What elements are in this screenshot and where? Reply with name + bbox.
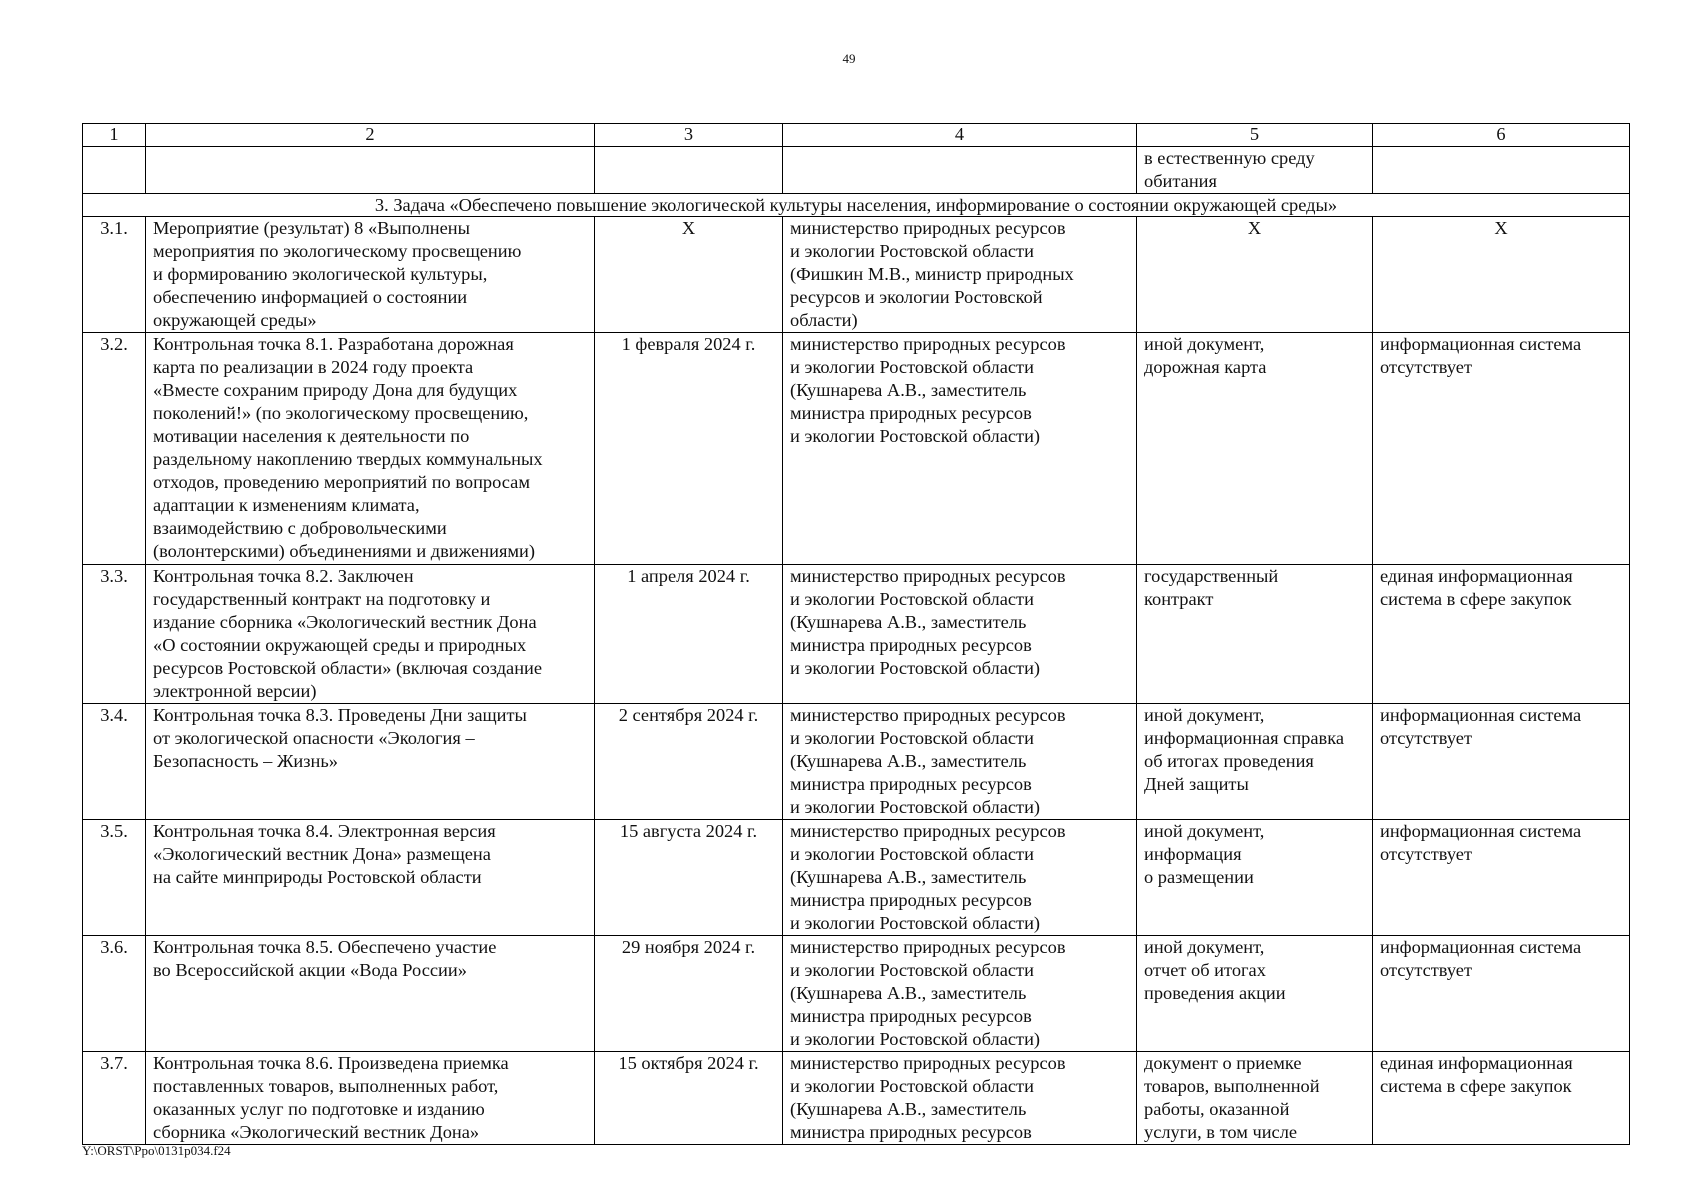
name-cell [146,147,595,194]
file-path: Y:\ORST\Ppo\0131p034.f24 [82,1143,231,1158]
date-cell: 15 октября 2024 г. [595,1052,783,1145]
date-cell: 1 февраля 2024 г. [595,333,783,565]
document-cell: иной документ, отчет об итогах проведения акции [1137,936,1373,1052]
row-number: 3.3. [83,565,146,704]
row-number: 3.6. [83,936,146,1052]
date-cell: 2 сентября 2024 г. [595,704,783,820]
name-cell: Контрольная точка 8.2. Заключен государственный контракт на подготовку и издание сборника «Экологический вестник Дона «О состоянии окружающей среды и природных ресурсов Ростовской области» (включая создание электронной версии) [146,565,595,704]
system-cell: единая информационная система в сфере закупок [1373,1052,1630,1145]
document-cell: иной документ, информационная справка об итогах проведения Дней защиты [1137,704,1373,820]
section-title: 3. Задача «Обеспечено повышение экологической культуры населения, информирование о состоянии окружающей среды» [83,194,1630,217]
document-cell: Х [1137,217,1373,333]
column-number: 6 [1373,124,1630,147]
system-cell: Х [1373,217,1630,333]
responsible-cell: министерство природных ресурсов и экологии Ростовской области (Фишкин М.В., министр природных ресурсов и экологии Ростовской области) [783,217,1137,333]
name-cell: Контрольная точка 8.1. Разработана дорожная карта по реализации в 2024 году проекта «Вместе сохраним природу Дона для будущих поколений!» (по экологическому просвещению, мотивации населения к деятельности по раздельному накоплению твердых коммунальных отходов, проведению мероприятий по вопросам адаптации к изменениям климата, взаимодействию с добровольческими (волонтерскими) объединениями и движениями) [146,333,595,565]
section-row [83,194,1630,217]
name-cell: Контрольная точка 8.4. Электронная версия «Экологический вестник Дона» размещена на сайте минприроды Ростовской области [146,820,595,936]
document-cell: иной документ, дорожная карта [1137,333,1373,565]
responsible-cell [783,147,1137,194]
system-cell: информационная система отсутствует [1373,936,1630,1052]
date-cell: Х [595,217,783,333]
table-row [83,704,1630,820]
system-cell: единая информационная система в сфере закупок [1373,565,1630,704]
column-number-row [83,124,1630,147]
name-cell: Контрольная точка 8.3. Проведены Дни защиты от экологической опасности «Экология – Безопасность – Жизнь» [146,704,595,820]
table-row [83,936,1630,1052]
column-number: 1 [83,124,146,147]
date-cell: 15 августа 2024 г. [595,820,783,936]
table-row [83,565,1630,704]
responsible-cell: министерство природных ресурсов и экологии Ростовской области (Кушнарева А.В., заместитель министра природных ресурсов и экологии Ростовской области) [783,820,1137,936]
responsible-cell: министерство природных ресурсов и экологии Ростовской области (Кушнарева А.В., заместитель министра природных ресурсов и экологии Ростовской области) [783,333,1137,565]
column-number: 3 [595,124,783,147]
column-number: 2 [146,124,595,147]
table-row [83,217,1630,333]
date-cell: 29 ноября 2024 г. [595,936,783,1052]
row-number: 3.2. [83,333,146,565]
row-number-cell [83,147,146,194]
responsible-cell: министерство природных ресурсов и экологии Ростовской области (Кушнарева А.В., заместитель министра природных ресурсов и экологии Ростовской области) [783,936,1137,1052]
row-number: 3.7. [83,1052,146,1145]
document-cell: документ о приемке товаров, выполненной работы, оказанной услуги, в том числе [1137,1052,1373,1145]
page-number: 49 [842,51,856,66]
table-row [83,333,1630,565]
row-number: 3.4. [83,704,146,820]
activities-table [82,123,1630,1145]
system-cell: информационная система отсутствует [1373,333,1630,565]
column-number: 5 [1137,124,1373,147]
row-number: 3.1. [83,217,146,333]
responsible-cell: министерство природных ресурсов и экологии Ростовской области (Кушнарева А.В., заместитель министра природных ресурсов и экологии Ростовской области) [783,565,1137,704]
name-cell: Контрольная точка 8.5. Обеспечено участие во Всероссийской акции «Вода России» [146,936,595,1052]
column-number: 4 [783,124,1137,147]
table-row [83,820,1630,936]
date-cell: 1 апреля 2024 г. [595,565,783,704]
name-cell: Мероприятие (результат) 8 «Выполнены мероприятия по экологическому просвещению и формированию экологической культуры, обеспечению информацией о состоянии окружающей среды» [146,217,595,333]
responsible-cell: министерство природных ресурсов и экологии Ростовской области (Кушнарева А.В., заместитель министра природных ресурсов и экологии Ростовской области) [783,704,1137,820]
date-cell [595,147,783,194]
document-cell: иной документ, информация о размещении [1137,820,1373,936]
document-cell: в естественную среду обитания [1137,147,1373,194]
system-cell [1373,147,1630,194]
document-cell: государственный контракт [1137,565,1373,704]
continuation-row [83,147,1630,194]
system-cell: информационная система отсутствует [1373,820,1630,936]
row-number: 3.5. [83,820,146,936]
table-row [83,1052,1630,1145]
system-cell: информационная система отсутствует [1373,704,1630,820]
responsible-cell: министерство природных ресурсов и экологии Ростовской области (Кушнарева А.В., заместитель министра природных ресурсов [783,1052,1137,1145]
name-cell: Контрольная точка 8.6. Произведена приемка поставленных товаров, выполненных работ, оказанных услуг по подготовке и изданию сборника «Экологический вестник Дона» [146,1052,595,1145]
